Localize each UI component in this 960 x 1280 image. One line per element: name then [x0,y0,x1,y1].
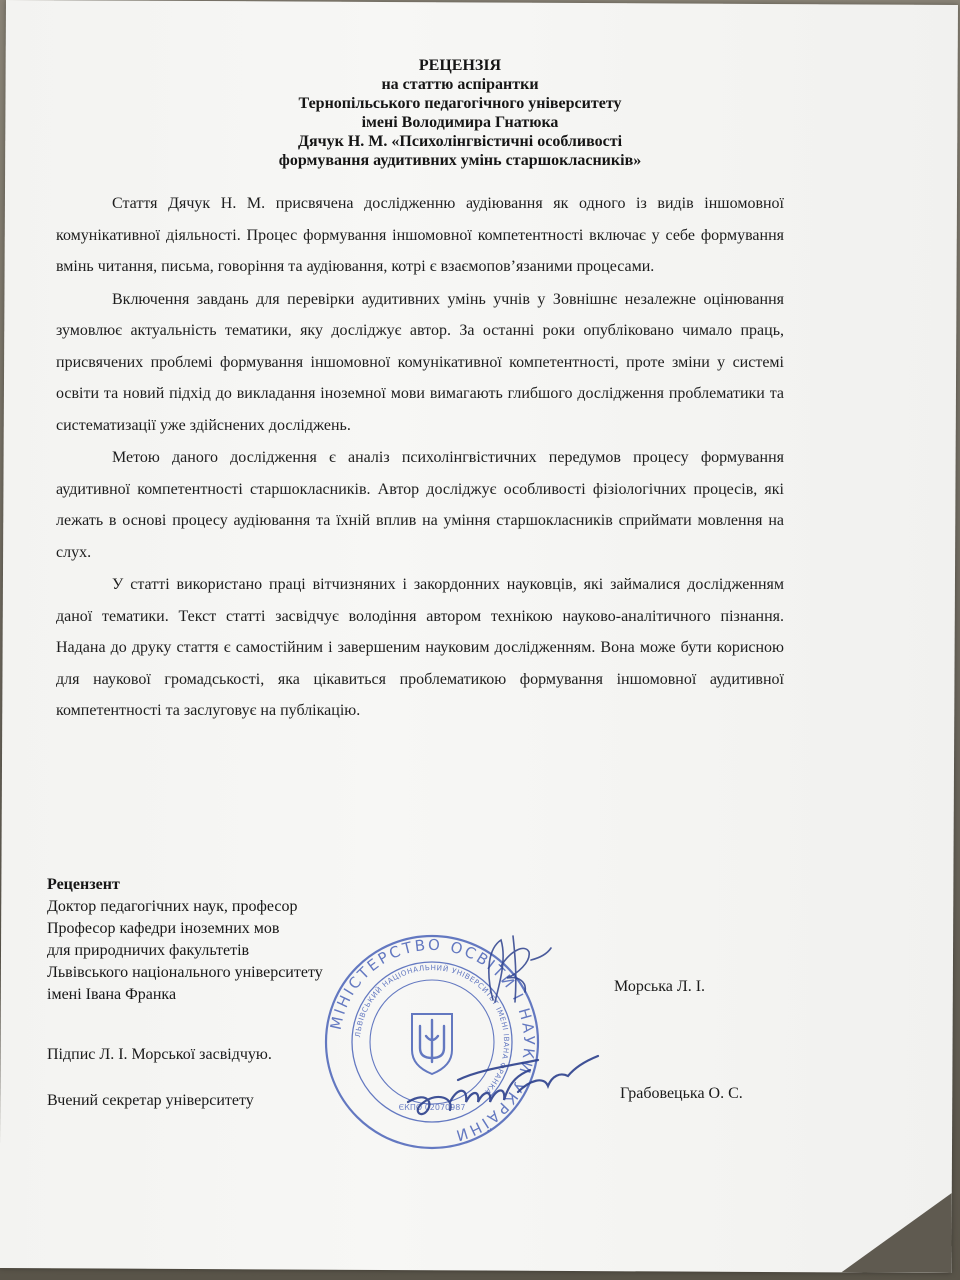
reviewer-label: Рецензент [47,876,120,893]
title-line: Дячук Н. М. «Психолінгвістичні особливості [297,133,623,150]
secretary-signature [398,1040,608,1130]
review-body [56,188,784,728]
page-corner-shadow [841,1192,951,1273]
stamp-code: ЄКПО 02070987 [398,1103,466,1112]
reviewer-signature [455,930,565,1020]
secretary-name: Грабовецька О. С. [620,1085,743,1102]
reviewer-line: Львівського національного університету [47,964,323,981]
reviewer-block [47,874,323,1006]
reviewer-line: Професор кафедри іноземних мов [47,920,280,937]
document-title [150,56,770,170]
paragraph: Стаття Дячук Н. М. присвячена дослідженню аудіювання як одного із видів іншомовної комунікативної діяльності. Процес формування іншомовної компетентності включає у себе формування вмінь читання, письма, говоріння та аудіювання, котрі є взаємопов’язаними процесами. [56,195,784,275]
reviewer-line: для природничих факультетів [47,942,250,959]
title-line: РЕЦЕНЗІЯ [418,57,502,74]
secretary-role: Вчений секретар університету [47,1092,254,1109]
stamp-inner-text: ЛЬВІВСЬКИЙ НАЦІОНАЛЬНИЙ УНІВЕРСИТЕТ ІМЕНІ ІВАНА ФРАНКА [353,962,512,1097]
paragraph: У статті використано праці вітчизняних і закордонних науковців, які займалися дослідженням даної тематики. Текст статті засвідчує володіння автором технікою науково-аналітичного пізнання. Надана до друку стаття є самостійним і завершеним науковим дослідженням. Вона може бути корисною для наукової громадськості, яка цікавиться проблематикою формування іншомовної аудитивної компетентності та заслуговує на публікацію. [56,576,784,719]
paragraph: Метою даного дослідження є аналіз психолінгвістичних передумов процесу формування аудитивної компетентності старшокласників. Автор досліджує особливості фізіологічних процесів, які лежать в основі процесу аудіювання та їхній вплив на уміння старшокласників сприймати мовлення на слух. [56,449,784,561]
paragraph: Включення завдань для перевірки аудитивних умінь учнів у Зовнішнє незалежне оцінювання зумовлює актуальність тематики, яку досліджує автор. За останні роки опубліковано чимало праць, присвячених проблемі формування іншомовної комунікативної компетентності, проте зміни у системі освіти та новий підхід до викладання іноземної мови вимагають глибшого дослідження проблематики та систематизації уже здійснених досліджень. [56,290,784,434]
title-line: формування аудитивних умінь старшокласників» [278,152,642,169]
title-line: Тернопільського педагогічного університету [298,95,622,112]
title-line: імені Володимира Гнатюка [361,114,559,131]
reviewer-line: імені Івана Франка [47,986,177,1003]
reviewer-name: Морська Л. І. [614,978,706,995]
reviewer-line: Доктор педагогічних наук, професор [47,898,298,915]
certification-text: Підпис Л. І. Морської засвідчую. [47,1046,272,1063]
title-line: на статтю аспірантки [381,76,539,93]
stamp-outer-text: МІНІСТЕРСТВО ОСВІТИ І НАУКИ УКРАЇНИ [326,935,539,1146]
